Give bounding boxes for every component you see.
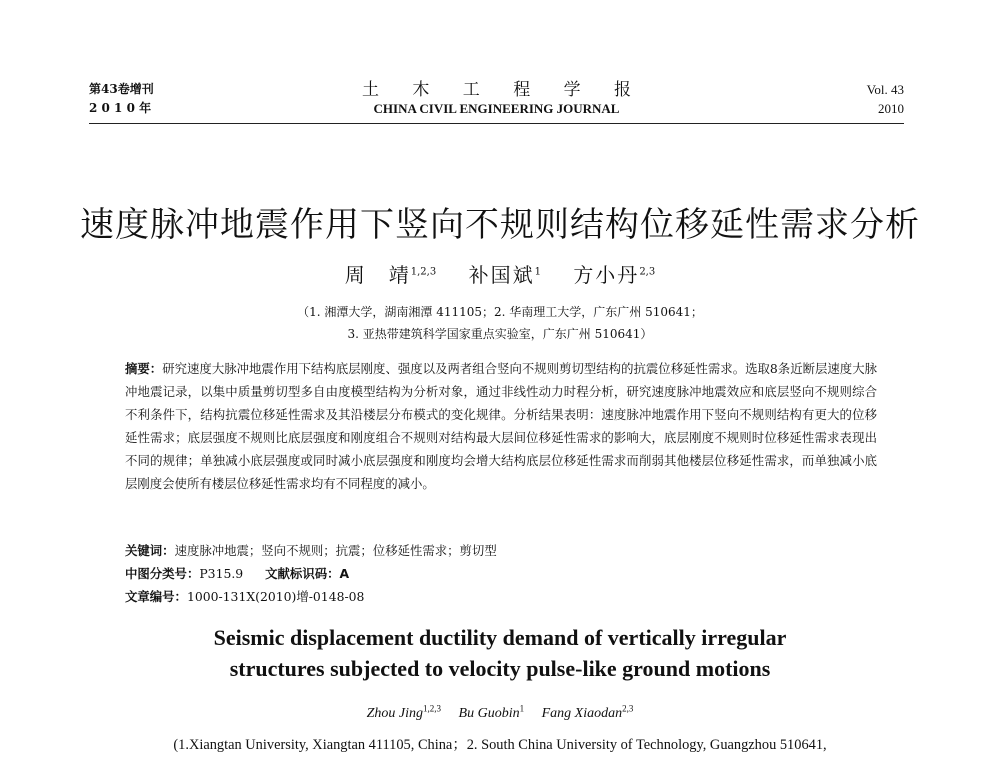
author-list-cn: [0, 259, 1000, 288]
clc-value: P315.9: [199, 566, 244, 581]
author-en: [366, 703, 442, 721]
clc-label: 中图分类号：: [125, 566, 200, 581]
affiliation-en: (1.Xiangtan University, Xiangtan 411105, China；2. South China University of Technology, Guangzhou 510641,: [173, 737, 827, 753]
author-en: [541, 703, 634, 721]
affiliation-cn-line: （1. 湘潭大学，湖南湘潭 411105；2. 华南理工大学，广东广州 510641；: [297, 305, 703, 319]
author-name: Zhou Jing: [366, 705, 424, 721]
keywords: [125, 541, 497, 559]
header-volume-block: [867, 80, 904, 118]
author-name: Fang Xiaodan: [541, 705, 623, 721]
paper-title-en-line: structures subjected to velocity pulse-like ground motions: [229, 656, 771, 681]
author-name: 周 靖: [344, 263, 411, 287]
author-en: [458, 703, 525, 721]
author-affil-mark: 1: [534, 266, 541, 278]
author-affil-mark: 1,2,3: [423, 703, 442, 713]
journal-name-cn: 土 木 工 程 学 报: [361, 80, 646, 100]
paper-title-cn: 速度脉冲地震作用下竖向不规则结构位移延性需求分析: [80, 205, 920, 245]
keywords-label: 关键词：: [125, 543, 175, 558]
article-number-value: 1000-131X(2010)增-0148-08: [186, 589, 365, 604]
author-cn: [469, 263, 541, 287]
header-rule: [89, 123, 904, 124]
classification-line: [125, 564, 349, 582]
author-cn: [345, 263, 436, 287]
issue-year: 2 0 1 0 年: [89, 101, 152, 115]
author-name: 方小丹: [573, 263, 640, 287]
article-number-label: 文章编号：: [125, 589, 187, 604]
keywords-text: 速度脉冲地震；竖向不规则；抗震；位移延性需求；剪切型: [174, 543, 497, 558]
author-affil-mark: 2,3: [639, 266, 656, 278]
author-affil-mark: 1: [519, 703, 525, 713]
doc-code-label: 文献标识码：: [265, 566, 340, 581]
paper-title-en-line: Seismic displacement ductility demand of vertically irregular: [213, 625, 787, 650]
author-cn: [573, 263, 655, 287]
journal-header: [89, 80, 904, 124]
journal-name-en: CHINA CIVIL ENGINEERING JOURNAL: [373, 101, 620, 116]
author-list-en: [0, 703, 1000, 722]
header-journal-name: [89, 80, 904, 118]
abstract-text: 研究速度大脉冲地震作用下结构底层刚度、强度以及两者组合竖向不规则剪切型结构的抗震位移延性需求。选取8条近断层速度大脉冲地震记录，以集中质量剪切型多自由度模型结构为分析对象，通过非线性动力时程分析，研究速度脉冲地震效应和底层竖向不规则综合不利条件下，结构抗震位移延性需求及其沿楼层分布模式的变化规律。分析结果表明：速度脉冲地震作用下竖向不规则结构有更大的位移延性需求；底层强度不规则比底层强度和刚度组合不规则对结构最大层间位移延性需求的影响大，底层刚度不规则时位移延性需求表现出不同的规律；单独减小底层强度或同时减小底层强度和刚度均会增大结构底层位移延性需求而削弱其他楼层位移延性需求，而单独减小底层刚度会使所有楼层位移延性需求均有不同程度的减小。: [125, 361, 878, 491]
abstract-label: 摘要：: [125, 361, 163, 376]
doc-code-value: A: [339, 566, 350, 581]
volume-year: 2010: [878, 101, 904, 116]
author-affil-mark: 1,2,3: [410, 266, 437, 278]
volume-label: Vol. 43: [866, 82, 904, 97]
author-name: Bu Guobin: [458, 705, 520, 721]
affiliation-cn-line: 3. 亚热带建筑科学国家重点实验室，广东广州 510641）: [347, 327, 653, 341]
author-affil-mark: 2,3: [622, 703, 634, 713]
abstract: [125, 357, 877, 495]
issue-label: 第43卷增刊: [89, 82, 154, 96]
article-number-line: [125, 587, 364, 605]
author-name: 补国斌: [468, 263, 535, 287]
